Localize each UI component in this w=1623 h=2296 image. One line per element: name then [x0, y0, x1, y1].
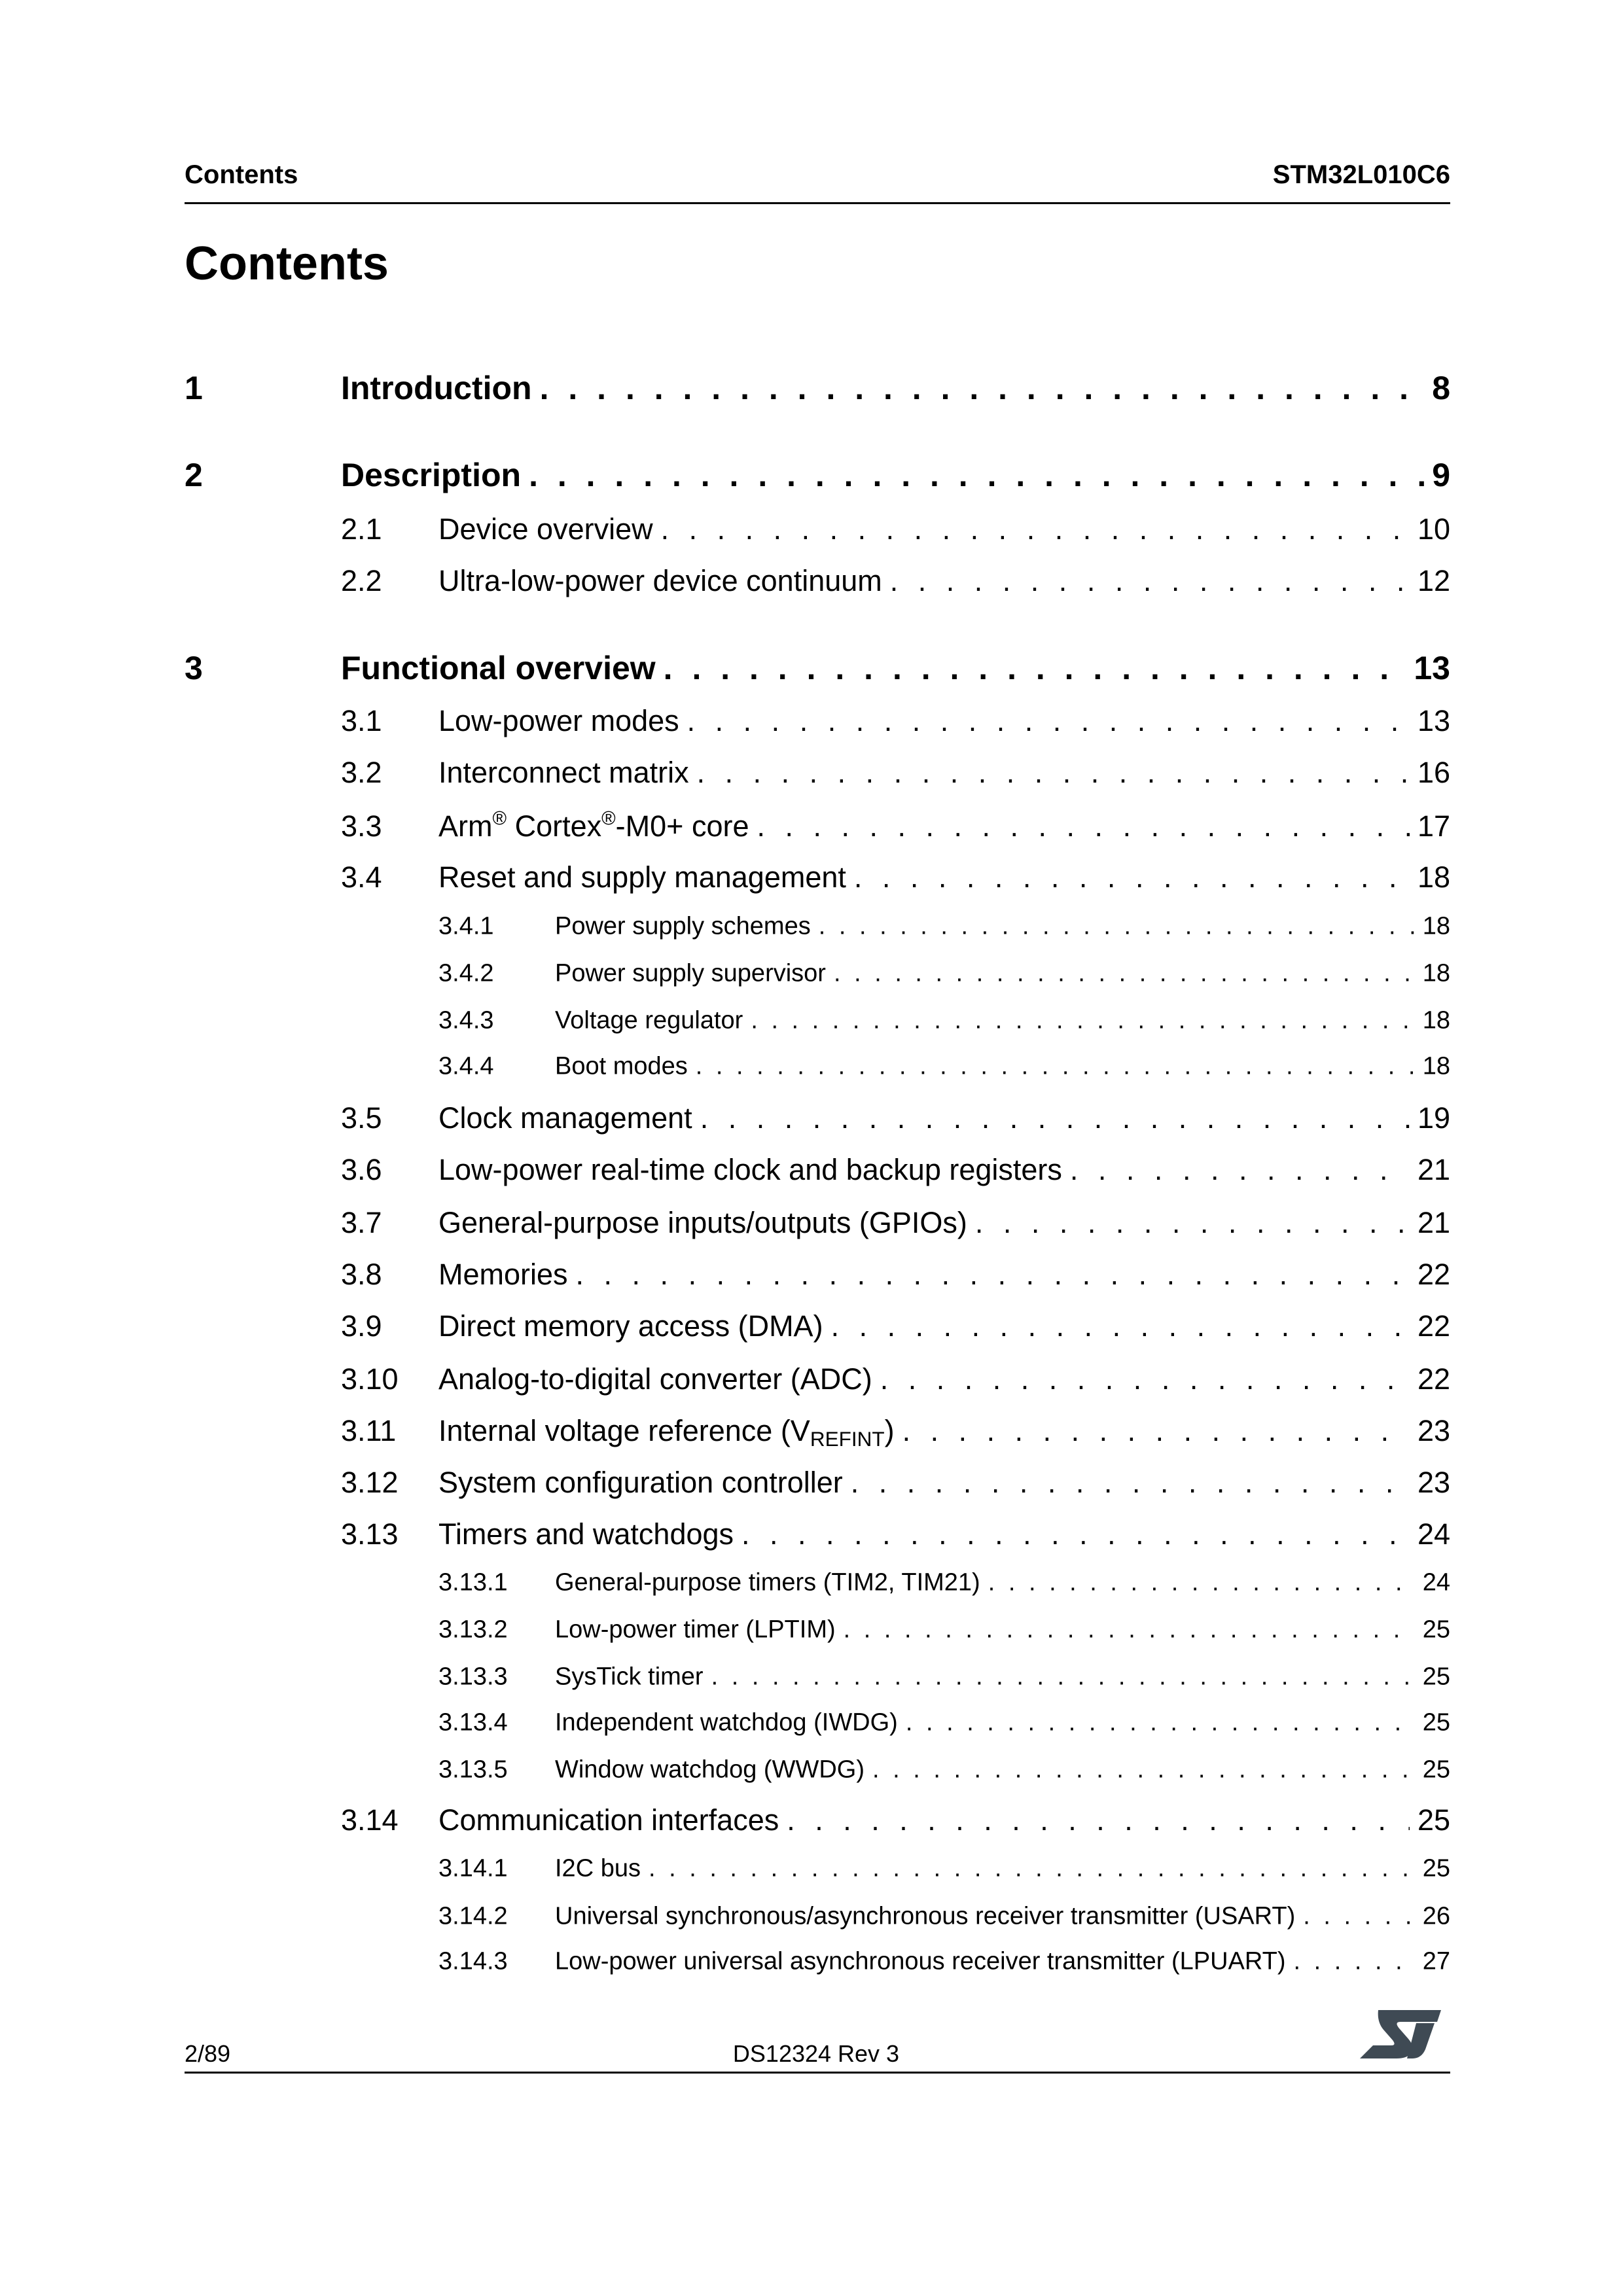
- page-number: 2/89: [185, 2040, 231, 2067]
- toc-entry-3-13[interactable]: [341, 1517, 1450, 1551]
- toc-entry-3-13-2[interactable]: [438, 1616, 1450, 1644]
- toc-entry-3-4[interactable]: [341, 860, 1450, 894]
- toc-entry-page[interactable]: 24: [1417, 1517, 1450, 1551]
- toc-entry-3-14[interactable]: [341, 1803, 1450, 1837]
- toc-entry-title[interactable]: Low-power modes: [438, 704, 679, 737]
- dot-leader: [872, 1756, 1415, 1784]
- toc-entry-title[interactable]: Functional overview: [341, 650, 656, 686]
- toc-entry-title[interactable]: Voltage regulator: [555, 1006, 743, 1034]
- toc-entry-page[interactable]: 18: [1422, 959, 1450, 987]
- toc-entry-3-8[interactable]: [341, 1258, 1450, 1292]
- toc-entry-title[interactable]: Arm® Cortex®-M0+ core: [438, 808, 749, 843]
- toc-entry-page[interactable]: 12: [1417, 564, 1450, 597]
- toc-entry-number: 3.12: [341, 1466, 399, 1499]
- toc-entry-page[interactable]: 16: [1417, 756, 1450, 789]
- toc-entry-title[interactable]: Universal synchronous/asynchronous receiver transmitter (USART): [555, 1902, 1296, 1930]
- toc-entry-number: 3.6: [341, 1153, 382, 1186]
- toc-entry-page[interactable]: 26: [1422, 1902, 1450, 1930]
- toc-entry-page[interactable]: 25: [1422, 1616, 1450, 1644]
- toc-entry-page[interactable]: 8: [1432, 370, 1450, 406]
- toc-entry-number: 3.7: [341, 1206, 382, 1239]
- dot-leader: [1303, 1903, 1414, 1931]
- toc-entry-page[interactable]: 21: [1417, 1153, 1450, 1186]
- toc-entry-number: 3.13.4: [438, 1708, 508, 1737]
- toc-entry-page[interactable]: 23: [1417, 1414, 1450, 1447]
- toc-entry-title[interactable]: Timers and watchdogs: [438, 1517, 734, 1551]
- document-id: DS12324 Rev 3: [732, 2040, 900, 2067]
- toc-entry-title[interactable]: Communication interfaces: [438, 1803, 779, 1837]
- toc-entry-title[interactable]: Power supply schemes: [555, 912, 811, 940]
- toc-entry-number: 3.13: [341, 1517, 399, 1551]
- toc-entry-3-5[interactable]: [341, 1101, 1450, 1135]
- toc-entry-number: 2: [185, 457, 203, 493]
- dot-leader: [890, 564, 1410, 598]
- dot-leader: [741, 1517, 1410, 1551]
- toc-entry-3-10[interactable]: [341, 1362, 1450, 1396]
- toc-entry-title[interactable]: Internal voltage reference $(V_{REFINT})$: [438, 1414, 895, 1451]
- toc-entry-title[interactable]: Independent watchdog (IWDG): [555, 1708, 898, 1737]
- toc-entry-title[interactable]: Ultra-low-power device continuum: [438, 564, 882, 597]
- toc-entry-page[interactable]: 13: [1414, 650, 1450, 686]
- toc-entry-number: 3.2: [341, 756, 382, 789]
- toc-entry-title[interactable]: SysTick timer: [555, 1663, 704, 1691]
- dot-leader: [906, 1709, 1415, 1737]
- toc-entry-3-13-1[interactable]: [438, 1569, 1450, 1597]
- toc-entry-page[interactable]: 21: [1417, 1206, 1450, 1239]
- toc-entry-title[interactable]: General-purpose timers (TIM2, TIM21): [555, 1568, 980, 1597]
- toc-entry-number: 3.5: [341, 1101, 382, 1135]
- toc-entry-3-12[interactable]: [341, 1466, 1450, 1500]
- header-rule: [185, 202, 1450, 204]
- dot-leader: [696, 1053, 1415, 1081]
- dot-leader: [540, 369, 1425, 407]
- toc-entry-title[interactable]: Interconnect matrix: [438, 756, 689, 789]
- dot-leader: [831, 1309, 1410, 1343]
- dot-leader: [854, 860, 1410, 894]
- toc-entry-title[interactable]: Direct memory access (DMA): [438, 1309, 823, 1343]
- toc-entry-3-7[interactable]: [341, 1206, 1450, 1240]
- page-title: Contents: [185, 238, 389, 290]
- toc-entry-2-2[interactable]: [341, 564, 1450, 598]
- dot-leader: [851, 1466, 1410, 1500]
- toc-entry-3-14-3[interactable]: [438, 1948, 1450, 1976]
- toc-entry-title[interactable]: Low-power timer (LPTIM): [555, 1616, 836, 1644]
- toc-entry-title[interactable]: Introduction: [341, 370, 532, 406]
- dot-leader: [751, 1007, 1414, 1035]
- toc-entry-3-14-2[interactable]: [438, 1903, 1450, 1931]
- toc-entry-number: 3.13.1: [438, 1568, 508, 1597]
- toc-entry-number: 3.4.3: [438, 1006, 494, 1034]
- toc-entry-title[interactable]: General-purpose inputs/outputs (GPIOs): [438, 1206, 967, 1239]
- toc-entry-number: 1: [185, 370, 203, 406]
- toc-entry-number: 3.14.2: [438, 1902, 508, 1930]
- dot-leader: [844, 1616, 1415, 1644]
- toc-entry-title[interactable]: Analog-to-digital converter (ADC): [438, 1362, 872, 1396]
- dot-leader: [902, 1414, 1410, 1448]
- toc-entry-page[interactable]: 23: [1417, 1466, 1450, 1499]
- toc-entry-title[interactable]: Power supply supervisor: [555, 959, 826, 987]
- toc-entry-title[interactable]: Device overview: [438, 512, 653, 546]
- toc-entry-number: 3.13.3: [438, 1663, 508, 1691]
- toc-entry-number: 3.4: [341, 860, 382, 894]
- toc-entry-title[interactable]: Low-power universal asynchronous receiver transmitter (LPUART): [555, 1947, 1286, 1975]
- toc-entry-title[interactable]: Low-power real-time clock and backup registers: [438, 1153, 1062, 1186]
- toc-entry-title[interactable]: Description: [341, 457, 522, 493]
- toc-entry-number: 3.4.4: [438, 1052, 494, 1080]
- dot-leader: [687, 704, 1410, 738]
- dot-leader: [1294, 1948, 1415, 1976]
- toc-entry-page[interactable]: 18: [1417, 860, 1450, 894]
- toc-entry-title[interactable]: System configuration controller: [438, 1466, 843, 1499]
- toc-entry-number: 3.4.2: [438, 959, 494, 987]
- toc-entry-3-3[interactable]: [341, 809, 1450, 843]
- toc-entry-number: 3.1: [341, 704, 382, 737]
- toc-entry-3-4-3[interactable]: [438, 1007, 1450, 1035]
- dot-leader: [787, 1803, 1410, 1837]
- dot-leader: [757, 809, 1410, 843]
- toc-entry-3-6[interactable]: [341, 1153, 1450, 1187]
- toc-entry-3-2[interactable]: [341, 756, 1450, 790]
- toc-entry-title[interactable]: Reset and supply management: [438, 860, 846, 894]
- toc-entry-1[interactable]: [185, 369, 1450, 407]
- toc-entry-number: 2.2: [341, 564, 382, 597]
- toc-entry-page[interactable]: 25: [1422, 1663, 1450, 1691]
- toc-entry-number: 3: [185, 650, 203, 686]
- toc-entry-3-13-3[interactable]: [438, 1663, 1450, 1691]
- dot-leader: [649, 1855, 1415, 1883]
- toc-entry-title[interactable]: Clock management: [438, 1101, 692, 1135]
- toc-entry-number: 3.4.1: [438, 912, 494, 940]
- toc-entry-page[interactable]: 24: [1422, 1568, 1450, 1597]
- toc-entry-number: 2.1: [341, 512, 382, 546]
- toc-entry-title[interactable]: Window watchdog (WWDG): [555, 1756, 865, 1784]
- toc-entry-number: 3.8: [341, 1258, 382, 1291]
- dot-leader: [819, 913, 1415, 941]
- toc-entry-2-1[interactable]: [341, 512, 1450, 546]
- toc-entry-page[interactable]: 10: [1417, 512, 1450, 546]
- dot-leader: [661, 512, 1410, 546]
- toc-entry-page[interactable]: 22: [1417, 1258, 1450, 1291]
- toc-entry-number: 3.14.3: [438, 1947, 508, 1975]
- toc-entry-page[interactable]: 25: [1417, 1803, 1450, 1837]
- dot-leader: [988, 1569, 1415, 1597]
- toc-entry-page[interactable]: 22: [1417, 1309, 1450, 1343]
- toc-entry-page[interactable]: 25: [1422, 1756, 1450, 1784]
- toc-entry-number: 3.11: [341, 1414, 397, 1447]
- toc-entry-title[interactable]: Memories: [438, 1258, 568, 1291]
- dot-leader: [697, 756, 1410, 790]
- toc-entry-number: 3.13.2: [438, 1616, 508, 1644]
- toc-entry-number: 3.14.1: [438, 1854, 508, 1882]
- toc-entry-page[interactable]: 13: [1417, 704, 1450, 737]
- dot-leader: [576, 1258, 1410, 1292]
- toc-entry-3-1[interactable]: [341, 704, 1450, 738]
- toc-entry-3-13-5[interactable]: [438, 1756, 1450, 1784]
- running-header-section: Contents: [185, 160, 298, 189]
- toc-entry-number: 3.3: [341, 809, 382, 843]
- toc-entry-page[interactable]: 18: [1422, 1006, 1450, 1034]
- dot-leader: [529, 456, 1424, 494]
- toc-entry-3-4-2[interactable]: [438, 960, 1450, 988]
- toc-entry-title[interactable]: I2C bus: [555, 1854, 641, 1882]
- toc-entry-2[interactable]: [185, 456, 1450, 494]
- dot-leader: [711, 1663, 1415, 1691]
- running-header-part-number: STM32L010C6: [1272, 160, 1450, 189]
- st-logo-icon: [1353, 2007, 1445, 2060]
- toc-entry-3-4-1[interactable]: [438, 913, 1450, 941]
- toc-entry-number: 3.14: [341, 1803, 399, 1837]
- footer-rule: [185, 2072, 1450, 2074]
- dot-leader: [880, 1362, 1410, 1396]
- toc-entry-number: 3.10: [341, 1362, 399, 1396]
- dot-leader: [834, 960, 1415, 988]
- toc-entry-3-9[interactable]: [341, 1309, 1450, 1343]
- toc-entry-number: 3.13.5: [438, 1756, 508, 1784]
- toc-entry-3-4-4[interactable]: [438, 1053, 1450, 1081]
- toc-entry-3-13-4[interactable]: [438, 1709, 1450, 1737]
- toc-entry-page[interactable]: 22: [1417, 1362, 1450, 1396]
- toc-entry-page[interactable]: 27: [1422, 1947, 1450, 1975]
- toc-entry-title[interactable]: Boot modes: [555, 1052, 688, 1080]
- toc-entry-3-11[interactable]: [341, 1414, 1450, 1451]
- toc-entry-number: 3.9: [341, 1309, 382, 1343]
- dot-leader: [1070, 1153, 1410, 1187]
- toc-entry-page[interactable]: 17: [1417, 809, 1450, 843]
- toc-entry-page[interactable]: 18: [1422, 1052, 1450, 1080]
- toc-entry-3-14-1[interactable]: [438, 1855, 1450, 1883]
- toc-entry-page[interactable]: 25: [1422, 1854, 1450, 1882]
- toc-entry-3[interactable]: [185, 649, 1450, 687]
- dot-leader: [664, 649, 1406, 687]
- toc-entry-page[interactable]: 25: [1422, 1708, 1450, 1737]
- dot-leader: [700, 1101, 1410, 1135]
- dot-leader: [975, 1206, 1410, 1240]
- toc-entry-page[interactable]: 9: [1432, 457, 1450, 493]
- toc-entry-page[interactable]: 18: [1422, 912, 1450, 940]
- toc-entry-page[interactable]: 19: [1417, 1101, 1450, 1135]
